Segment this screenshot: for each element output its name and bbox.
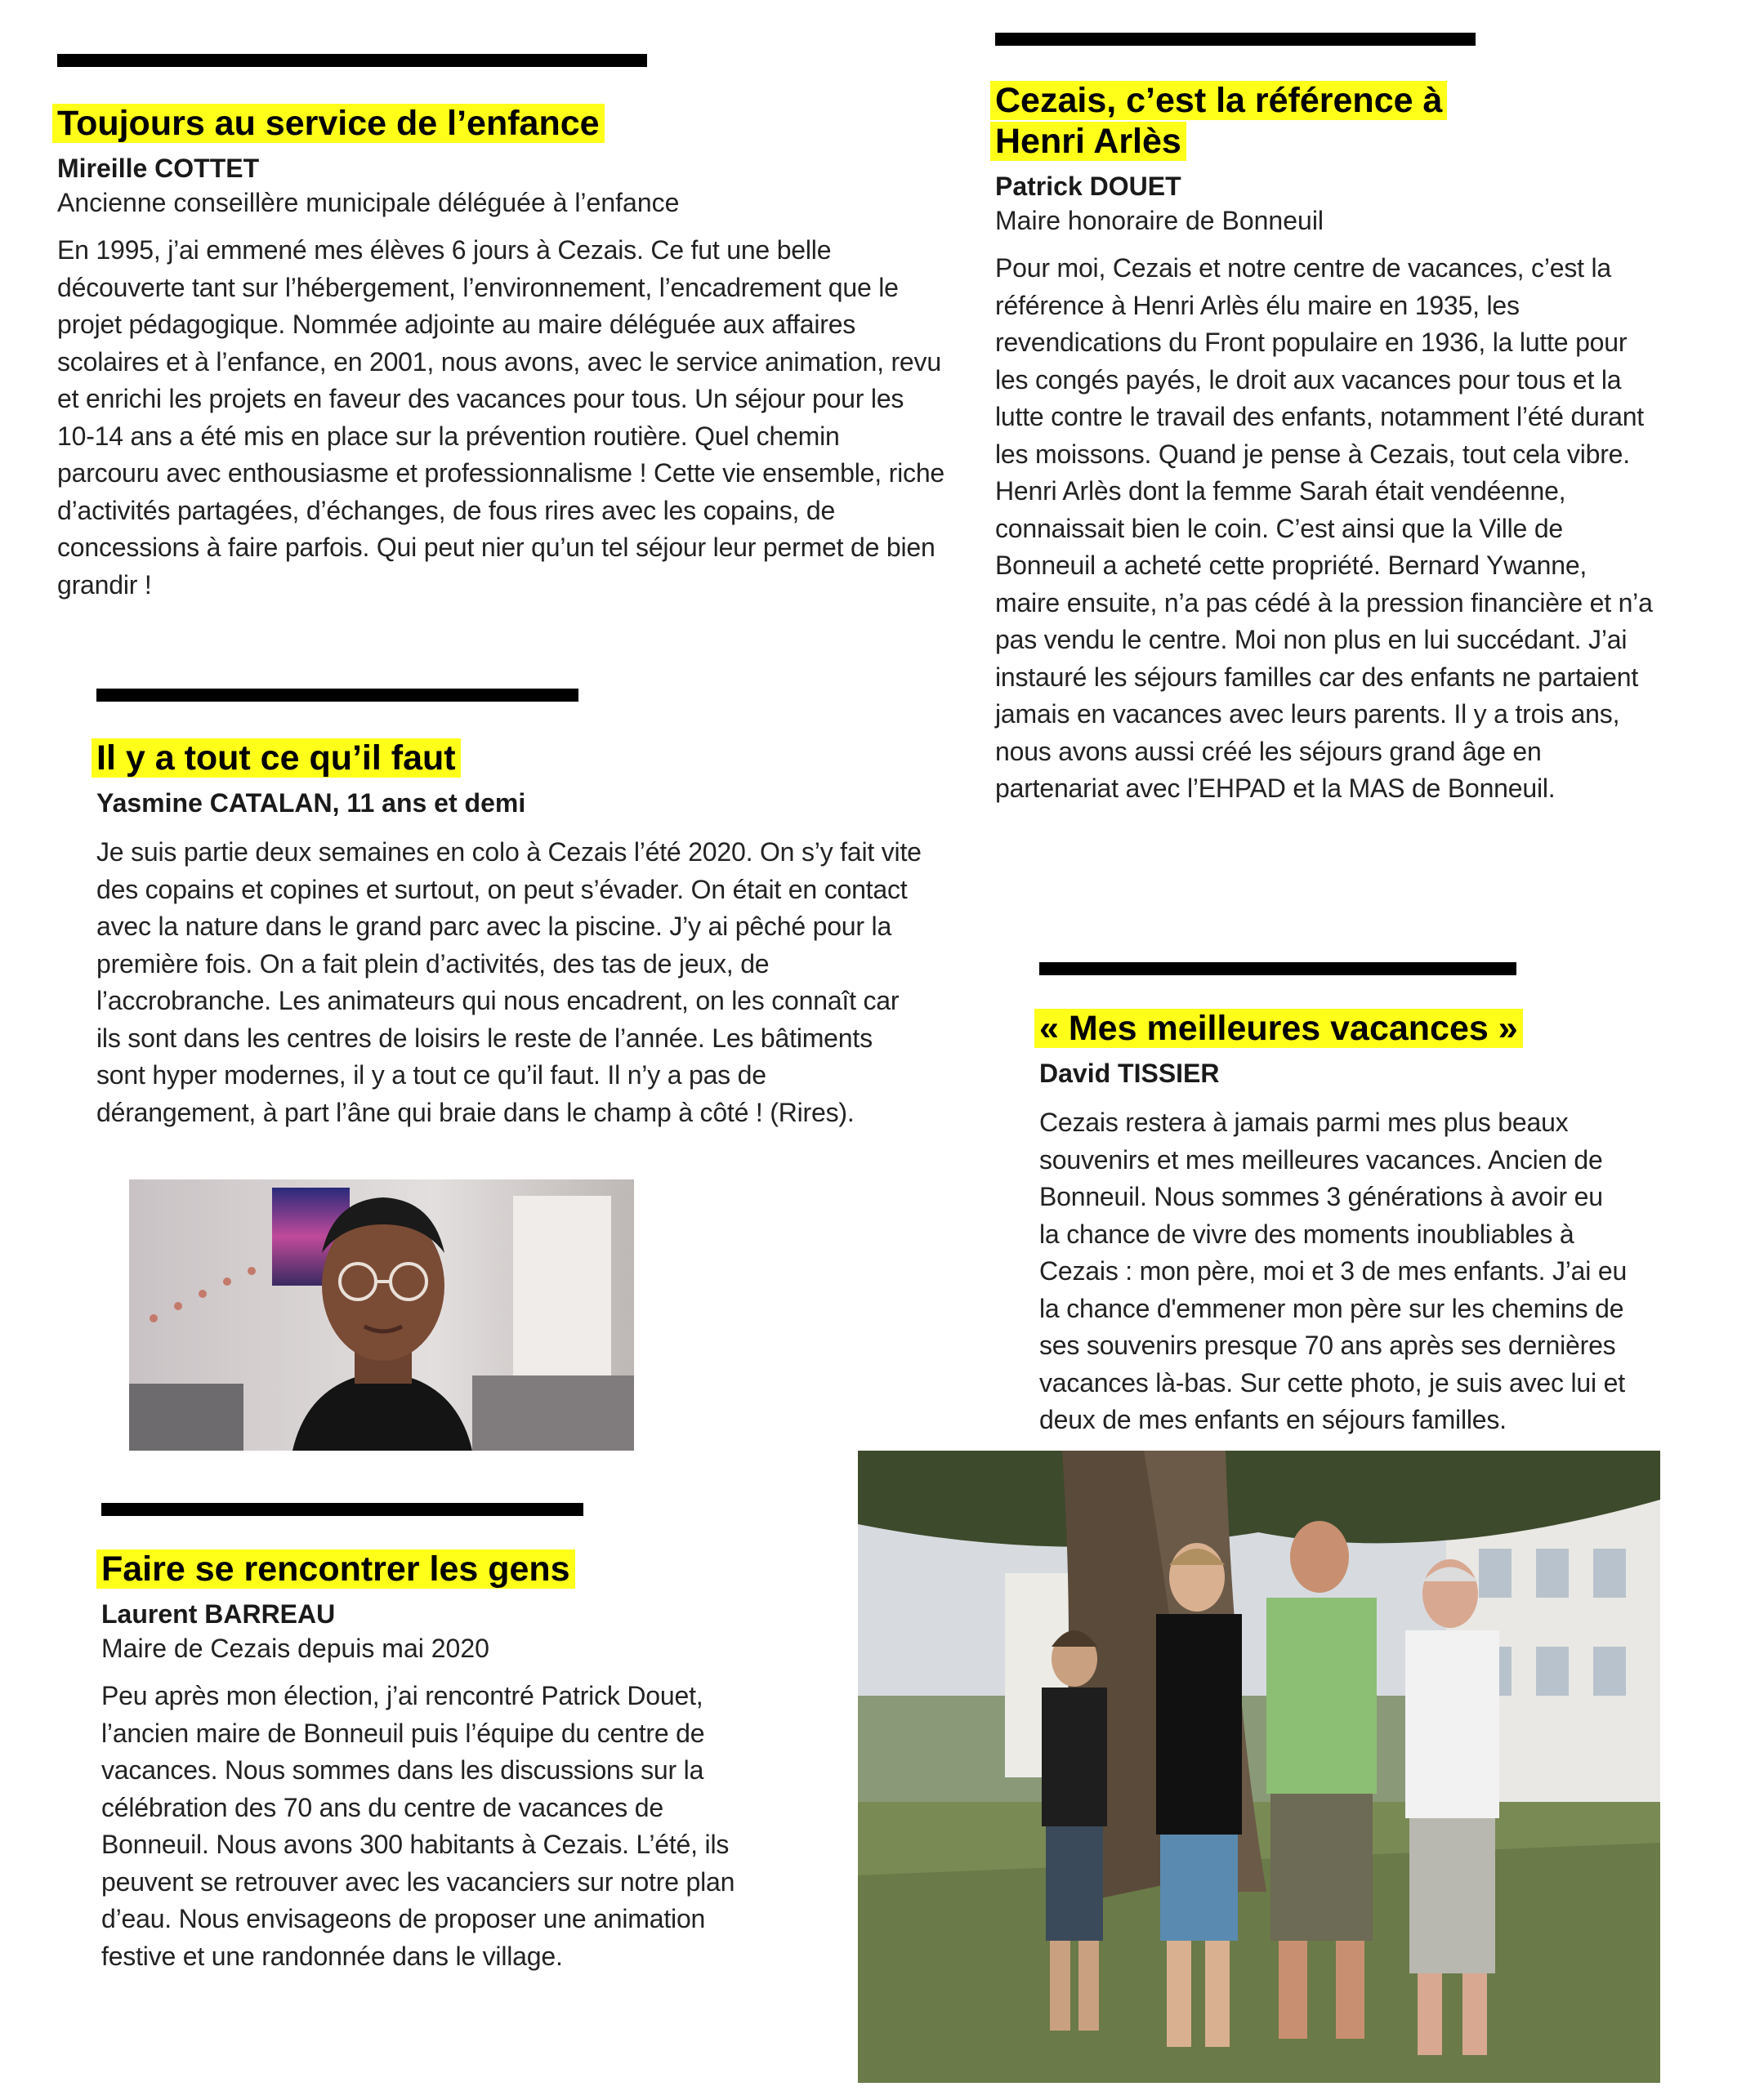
article-role: Ancienne conseillère municipale déléguée à l’enfance <box>57 188 680 217</box>
article-body: Je suis partie deux semaines en colo à Cezais l’été 2020. On s’y fait vite des copains et copines et surtout, on peut s’évader. On était en contact avec la nature dans le grand parc avec la piscine. J’y ai pêché pour la première fois. On a fait plein d’activités, des tas de jeux, de l’accrobranche. Les animateurs qui nous encadrent, on les connaît car ils sont dans les centres de loisirs le reste de l’année. Les bâtiments sont hyper modernes, il y a tout ce qu’il faut. Il n’y a pas de dérangement, à part l’âne qui braie dans le champ à côté ! (Rires). <box>96 837 922 1127</box>
article-rencontrer-gens <box>101 1503 747 1975</box>
article-role: Maire de Cezais depuis mai 2020 <box>101 1634 489 1663</box>
article-role: Maire honoraire de Bonneuil <box>995 206 1324 235</box>
article-tout-ce-quil-faut <box>96 689 922 1131</box>
section-bar <box>96 689 578 702</box>
section-bar <box>101 1503 583 1516</box>
article-title: Toujours au service de l’enfance <box>52 104 605 143</box>
section-bar <box>1039 962 1516 975</box>
article-body: En 1995, j’ai emmené mes élèves 6 jours à Cezais. Ce fut une belle découverte tant sur l’hébergement, l’environnement, l’encadrement que le projet pédagogique. Nommée adjointe au maire déléguée aux affaires scolaires et à l’enfance, en 2001, nous avons, avec le service animation, revu et enrichi les projets en faveur des vacances pour tous. Un séjour pour les 10-14 ans a été mis en place sur la prévention routière. Quel chemin parcouru avec enthousiasme et professionnalisme ! Cette vie ensemble, riche d’activités partagées, d’échanges, de fous rires avec les copains, de concessions à faire parfois. Qui peut nier qu’un tel séjour leur permet de bien grandir ! <box>57 235 945 600</box>
portrait-illustration <box>129 1179 634 1451</box>
section-bar <box>995 33 1476 46</box>
article-body: Pour moi, Cezais et notre centre de vacances, c’est la référence à Henri Arlès élu maire en 1935, les revendications du Front populaire en 1936, la lutte pour les congés payés, le droit aux vacances pour tous et la lutte contre le travail des enfants, notamment l’été durant les moissons. Quand je pense à Cezais, tout cela vibre. Henri Arlès dont la femme Sarah était vendéenne, connaissait bien le coin. C’est ainsi que la Ville de Bonneuil a acheté cette propriété. Bernard Ywanne, maire ensuite, n’a pas cédé à la pression financière et n’a pas vendu le centre. Moi non plus en lui succédant. J’ai instauré les séjours familles car des enfants ne partaient jamais en vacances avec leurs parents. Il y a trois ans, nous avons aussi créé les séjours grand âge en partenariat avec l’EHPAD et la MAS de Bonneuil. <box>995 253 1653 803</box>
article-body: Peu après mon élection, j’ai rencontré Patrick Douet, l’ancien maire de Bonneuil puis l’équipe du centre de vacances. Nous sommes dans les discussions sur la célébration des 70 ans du centre de vacances de Bonneuil. Nous avons 300 habitants à Cezais. L’été, ils peuvent se retrouver avec les vacanciers sur notre plan d’eau. Nous envisageons de proposer une animation festive et une randonnée dans le village. <box>101 1681 735 1971</box>
article-title: Il y a tout ce qu’il faut <box>92 738 461 778</box>
article-reference-arles <box>995 33 1657 808</box>
article-author: Mireille COTTET <box>57 154 260 183</box>
portrait-photo <box>129 1179 634 1451</box>
section-bar <box>57 54 647 67</box>
article-author: Yasmine CATALAN, 11 ans et demi <box>96 788 526 818</box>
article-body: Cezais restera à jamais parmi mes plus beaux souvenirs et mes meilleures vacances. Ancien de Bonneuil. Nous sommes 3 générations à avoir eu la chance de vivre des moments inoubliables à Cezais : mon père, moi et 3 de mes enfants. J’ai eu la chance d'emmener mon père sur les chemins de ses souvenirs presque 70 ans après ses dernières vacances là-bas. Sur cette photo, je suis avec lui et deux de mes enfants en séjours familles. <box>1039 1108 1628 1434</box>
article-author: Laurent BARREAU <box>101 1599 336 1629</box>
family-illustration <box>858 1451 1660 2083</box>
article-title: Cezais, c’est la référence à Henri Arlès <box>990 81 1447 161</box>
article-author: Patrick DOUET <box>995 172 1181 201</box>
article-author: David TISSIER <box>1039 1059 1220 1088</box>
article-title: Faire se rencontrer les gens <box>96 1549 575 1589</box>
article-service-enfance <box>57 54 948 604</box>
family-photo <box>858 1451 1660 2083</box>
article-meilleures-vacances <box>1039 962 1628 1439</box>
article-title: « Mes meilleures vacances » <box>1034 1009 1523 1048</box>
